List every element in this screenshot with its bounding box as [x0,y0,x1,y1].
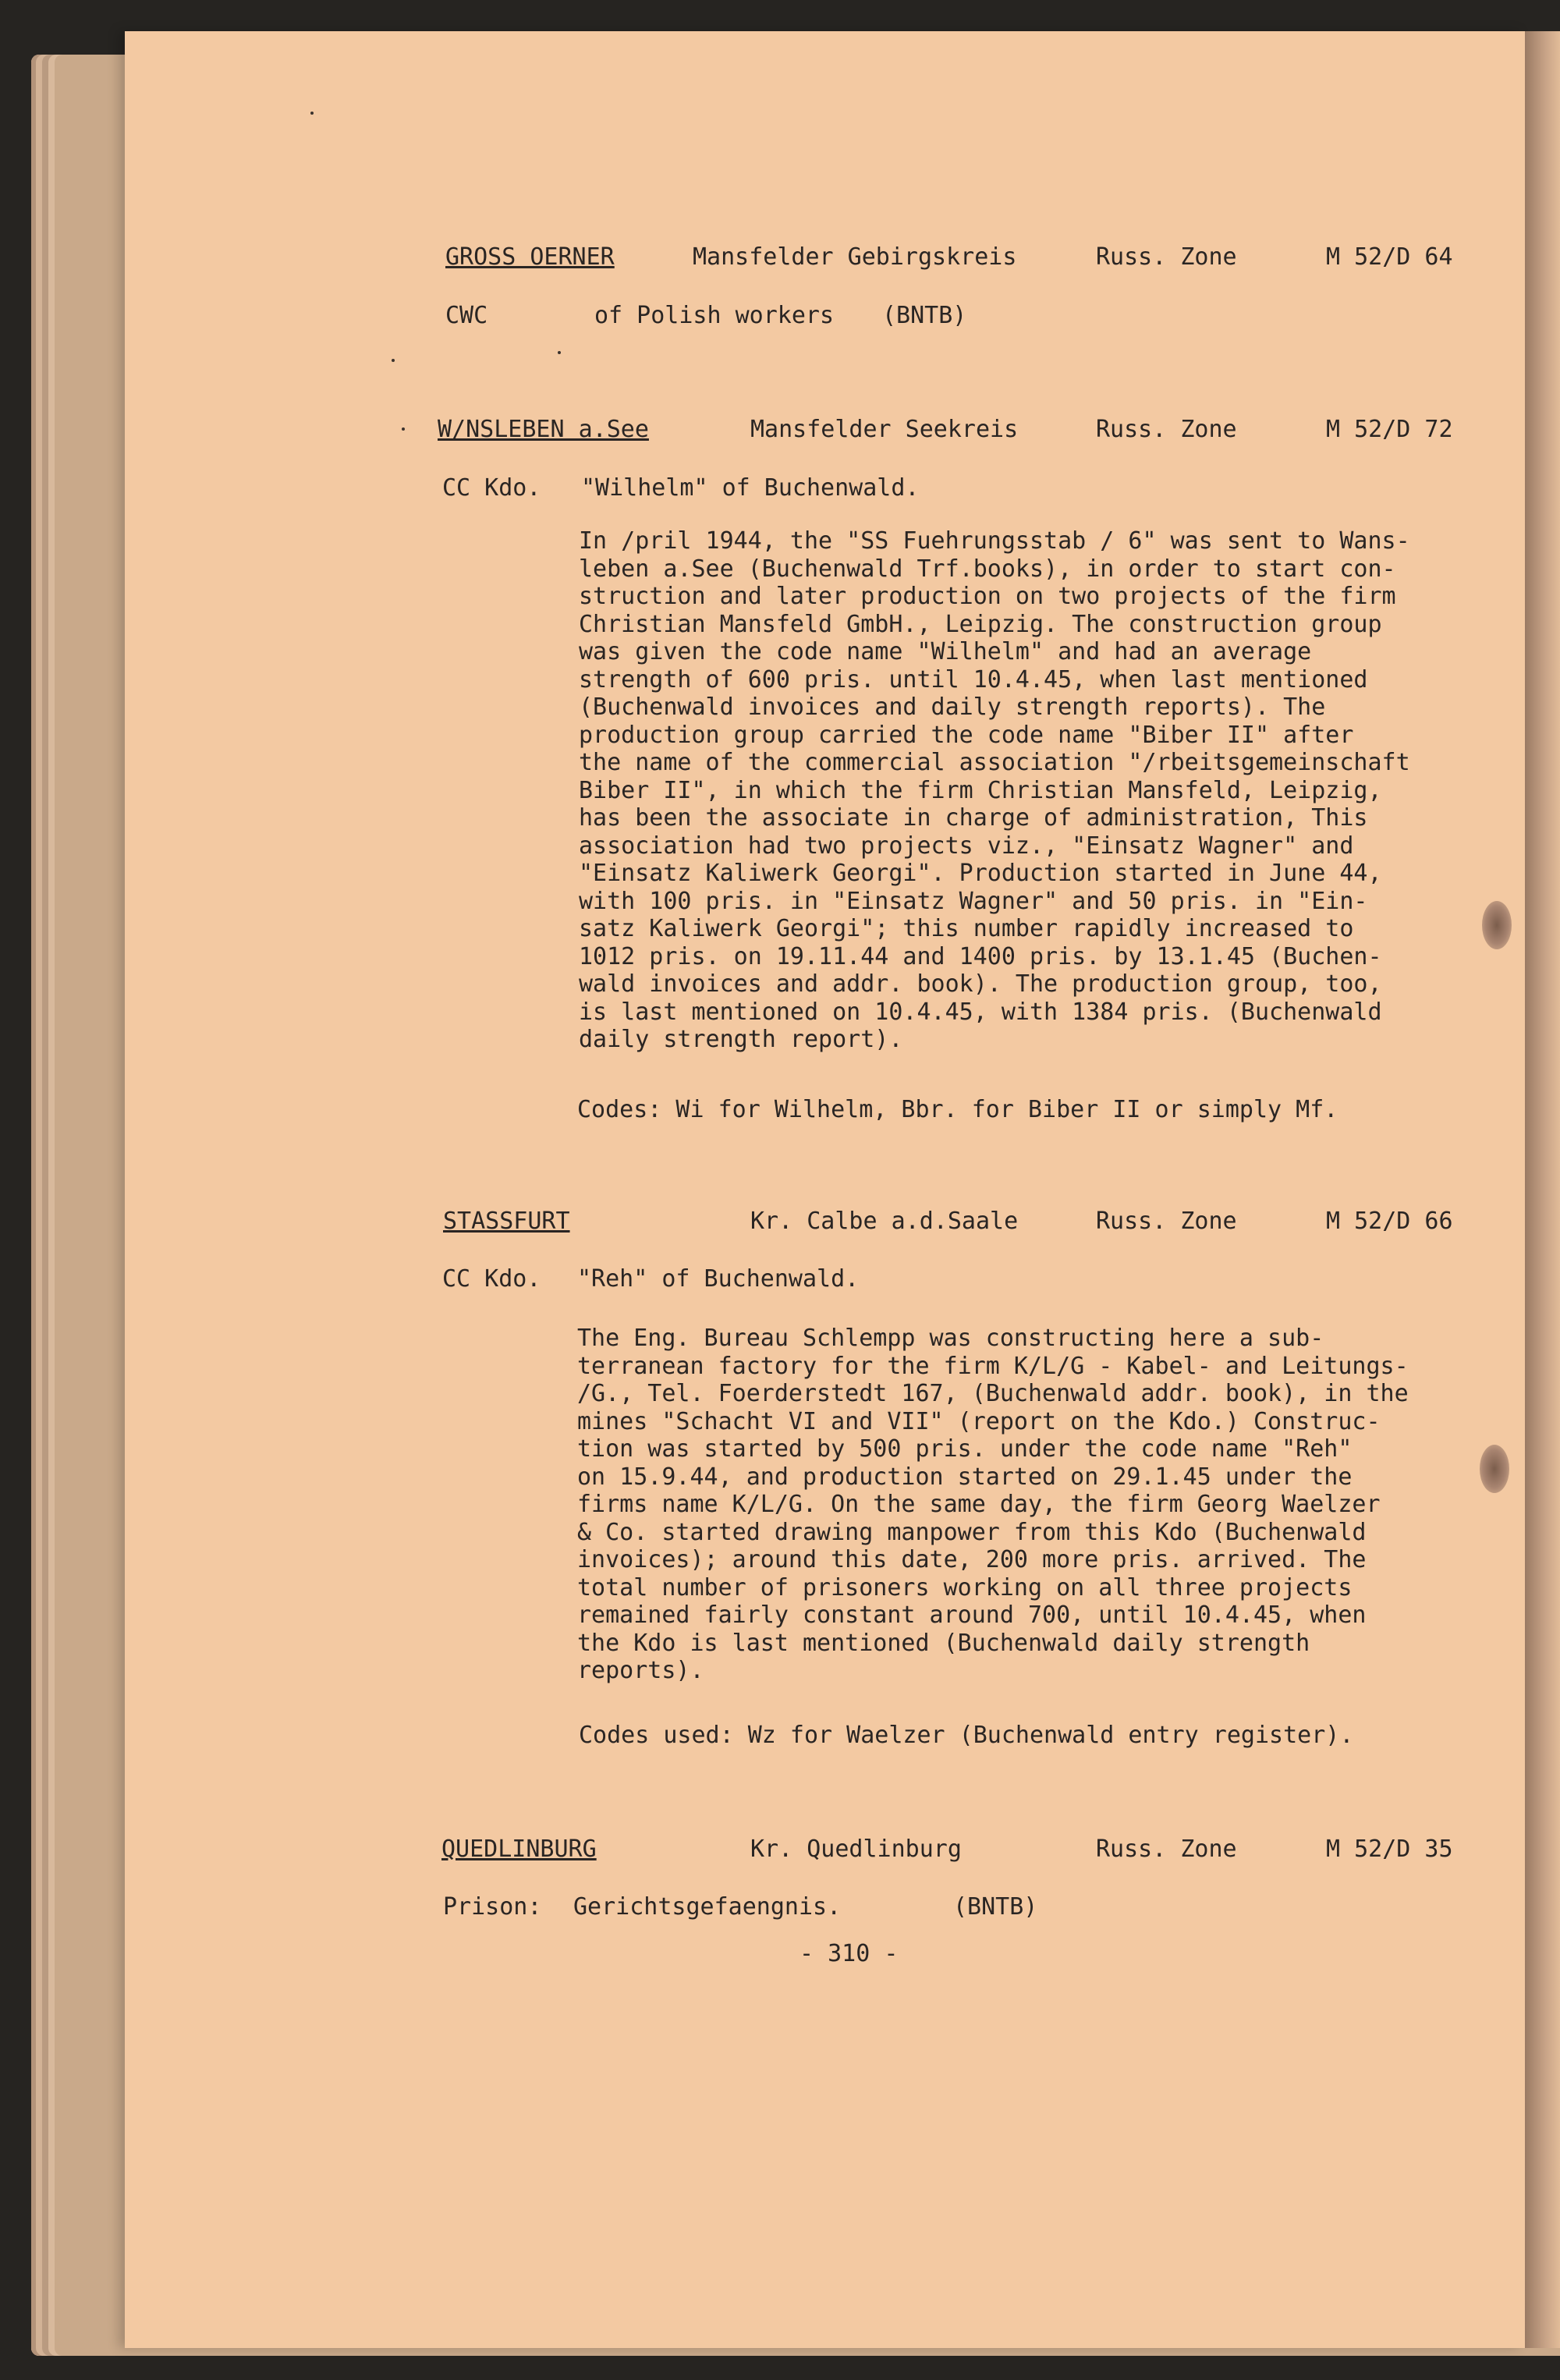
entry-place: STASSFURT [443,1208,570,1235]
entry-codes: Codes: Wi for Wilhelm, Bbr. for Biber II or simply Mf. [577,1096,1338,1123]
page-number: - 310 - [800,1940,899,1967]
entry-codes: Codes used: Wz for Waelzer (Buchenwald entry register). [579,1722,1354,1749]
entry-map-ref: M 52/D 72 [1326,416,1453,443]
entry-body-text: The Eng. Bureau Schlempp was constructing here a sub- terranean factory for the firm K/L/G - Kabel- and Leitungs- /G., Tel. Foerderstedt 167, (Buchenwald addr. book), in the mines "Schacht VI and VII" (report on the Kdo.) Construc- tion was started by 500 pris. under the code name "Reh" on 15.9.44, and production started on 29.1.45 under the firms name K/L/G. On the same day, the firm Georg Waelzer & Co. started drawing manpower from this Kdo (Buchenwald invoices); around this date, 200 more pris. arrived. The total number of prisoners working on all three projects remained fairly constant around 700, until 10.4.45, when the Kdo is last mentioned (Buchenwald daily strength reports). [577,1325,1409,1684]
entry-district: Mansfelder Seekreis [750,416,1019,443]
entry-camp-desc: Gerichtsgefaengnis. [573,1893,842,1921]
entry-camp-type: CC Kdo. [442,1265,541,1293]
entry-camp-type: Prison: [443,1893,542,1921]
entry-district: Kr. Calbe a.d.Saale [750,1208,1019,1235]
entry-camp-type: CWC [445,302,488,329]
entry-district: Kr. Quedlinburg [750,1836,962,1863]
entry-camp-desc: "Reh" of Buchenwald. [577,1265,860,1293]
entry-district: Mansfelder Gebirgskreis [693,243,1017,271]
entry-place: GROSS OERNER [445,243,615,271]
entry-zone: Russ. Zone [1096,1836,1237,1863]
entry-camp-desc: of Polish workers [594,302,835,329]
entry-place: QUEDLINBURG [441,1836,597,1863]
entry-map-ref: M 52/D 35 [1326,1836,1453,1863]
entry-zone: Russ. Zone [1096,1208,1237,1235]
entry-source: (BNTB) [953,1893,1038,1921]
entry-zone: Russ. Zone [1096,416,1237,443]
entry-source: (BNTB) [882,302,967,329]
entry-camp-type: CC Kdo. [442,474,541,502]
entry-map-ref: M 52/D 66 [1326,1208,1453,1235]
entry-zone: Russ. Zone [1096,243,1237,271]
entry-place: W/NSLEBEN a.See [438,416,649,443]
entry-camp-desc: "Wilhelm" of Buchenwald. [581,474,920,502]
entry-body-text: In /pril 1944, the "SS Fuehrungsstab / 6" was sent to Wans- leben a.See (Buchenwald Trf.books), in order to start con- struction and later production on two projects of the firm Christian Mansfeld GmbH., Leipzig. The construction group was given the code name "Wilhelm" and had an average strength of 600 pris. until 10.4.45, when last mentioned (Buchenwald invoices and daily strength reports). The production group carried the code name "Biber II" after the name of the commercial association "/rbeitsgemeinschaft Biber II", in which the firm Christian Mansfeld, Leipzig, has been the associate in charge of administration, This association had two projects viz., "Einsatz Wagner" and "Einsatz Kaliwerk Georgi". Production started in June 44, with 100 pris. in "Einsatz Wagner" and 50 pris. in "Ein- satz Kaliwerk Georgi"; this number rapidly increased to 1012 pris. on 19.11.44 and 1400 pris. by 13.1.45 (Buchen- wald invoices and addr. book). The production group, too, is last mentioned on 10.4.45, with 1384 pris. (Buchenwald daily strength report). [579,527,1410,1053]
entry-map-ref: M 52/D 64 [1326,243,1453,271]
